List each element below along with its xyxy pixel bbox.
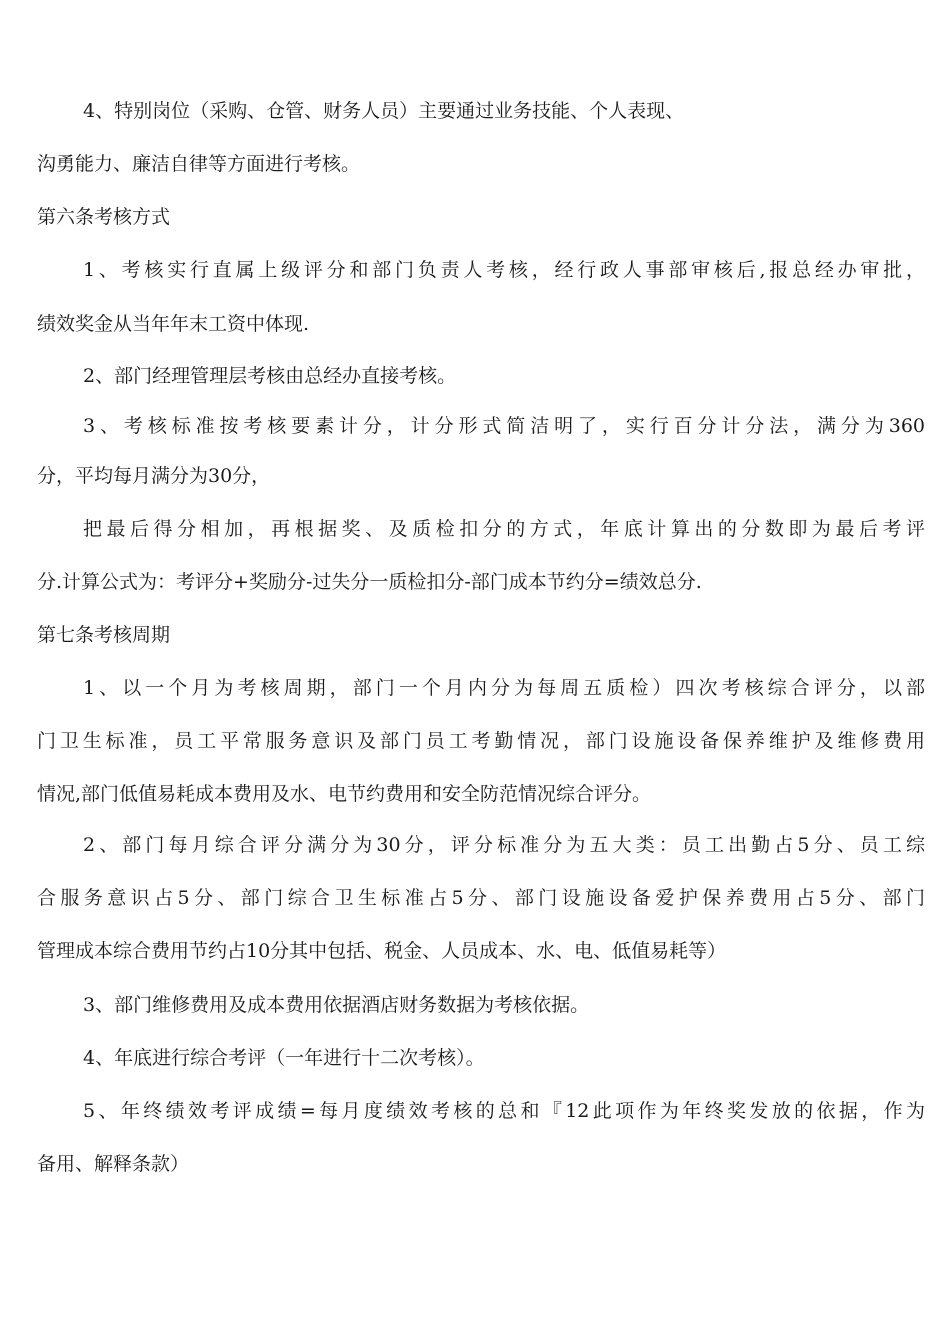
paragraph-line: 绩效奖金从当年年末工资中体现. <box>37 313 310 335</box>
paragraph-line: 沟勇能力、廉洁自律等方面进行考核。 <box>37 153 361 175</box>
paragraph-line: 4、特别岗位（采购、仓管、财务人员）主要通过业务技能、个人表现、 <box>83 100 685 122</box>
paragraph-line: 分，平均每月满分为30分， <box>37 465 271 487</box>
paragraph-line: 2、部门经理管理层考核由总经办直接考核。 <box>83 365 457 387</box>
paragraph-line: 2、部门每月综合评分满分为30分，评分标准分为五大类：员工出勤占5分、员工综 <box>83 834 925 856</box>
paragraph-line: 3、部门维修费用及成本费用依据酒店财务数据为考核依据。 <box>83 994 590 1016</box>
section-heading: 第六条考核方式 <box>37 206 171 228</box>
paragraph-line: 合服务意识占5分、部门综合卫生标准占5分、部门设施设备爱护保养费用占5分、部门 <box>37 887 925 909</box>
paragraph-line: 4、年底进行综合考评（一年进行十二次考核）。 <box>83 1047 485 1069</box>
paragraph-line: 管理成本综合费用节约占10分其中包括、税金、人员成本、水、电、低值易耗等） <box>37 940 727 962</box>
paragraph-line: 把最后得分相加，再根据奖、及质检扣分的方式，年底计算出的分数即为最后考评 <box>83 518 925 540</box>
paragraph-line: 5、年终绩效考评成绩=每月度绩效考核的总和『12此项作为年终奖发放的依据，作为 <box>83 1100 925 1122</box>
paragraph-line: 1、以一个月为考核周期，部门一个月内分为每周五质检）四次考核综合评分，以部 <box>83 677 925 699</box>
paragraph-line: 门卫生标准，员工平常服务意识及部门员工考勤情况，部门设施设备保养维护及维修费用 <box>37 730 925 752</box>
paragraph-line: 分.计算公式为：考评分+奖励分-过失分一质检扣分-部门成本节约分=绩效总分. <box>37 571 702 593</box>
paragraph-line: 情况,部门低值易耗成本费用及水、电节约费用和安全防范情况综合评分。 <box>37 783 652 805</box>
section-heading: 第七条考核周期 <box>37 624 171 646</box>
paragraph-line: 备用、解释条款） <box>37 1153 190 1175</box>
paragraph-line: 1、考核实行直属上级评分和部门负责人考核，经行政人事部审核后,报总经办审批， <box>83 259 925 281</box>
paragraph-line: 3、考核标准按考核要素计分，计分形式简洁明了，实行百分计分法，满分为360 <box>83 415 925 437</box>
